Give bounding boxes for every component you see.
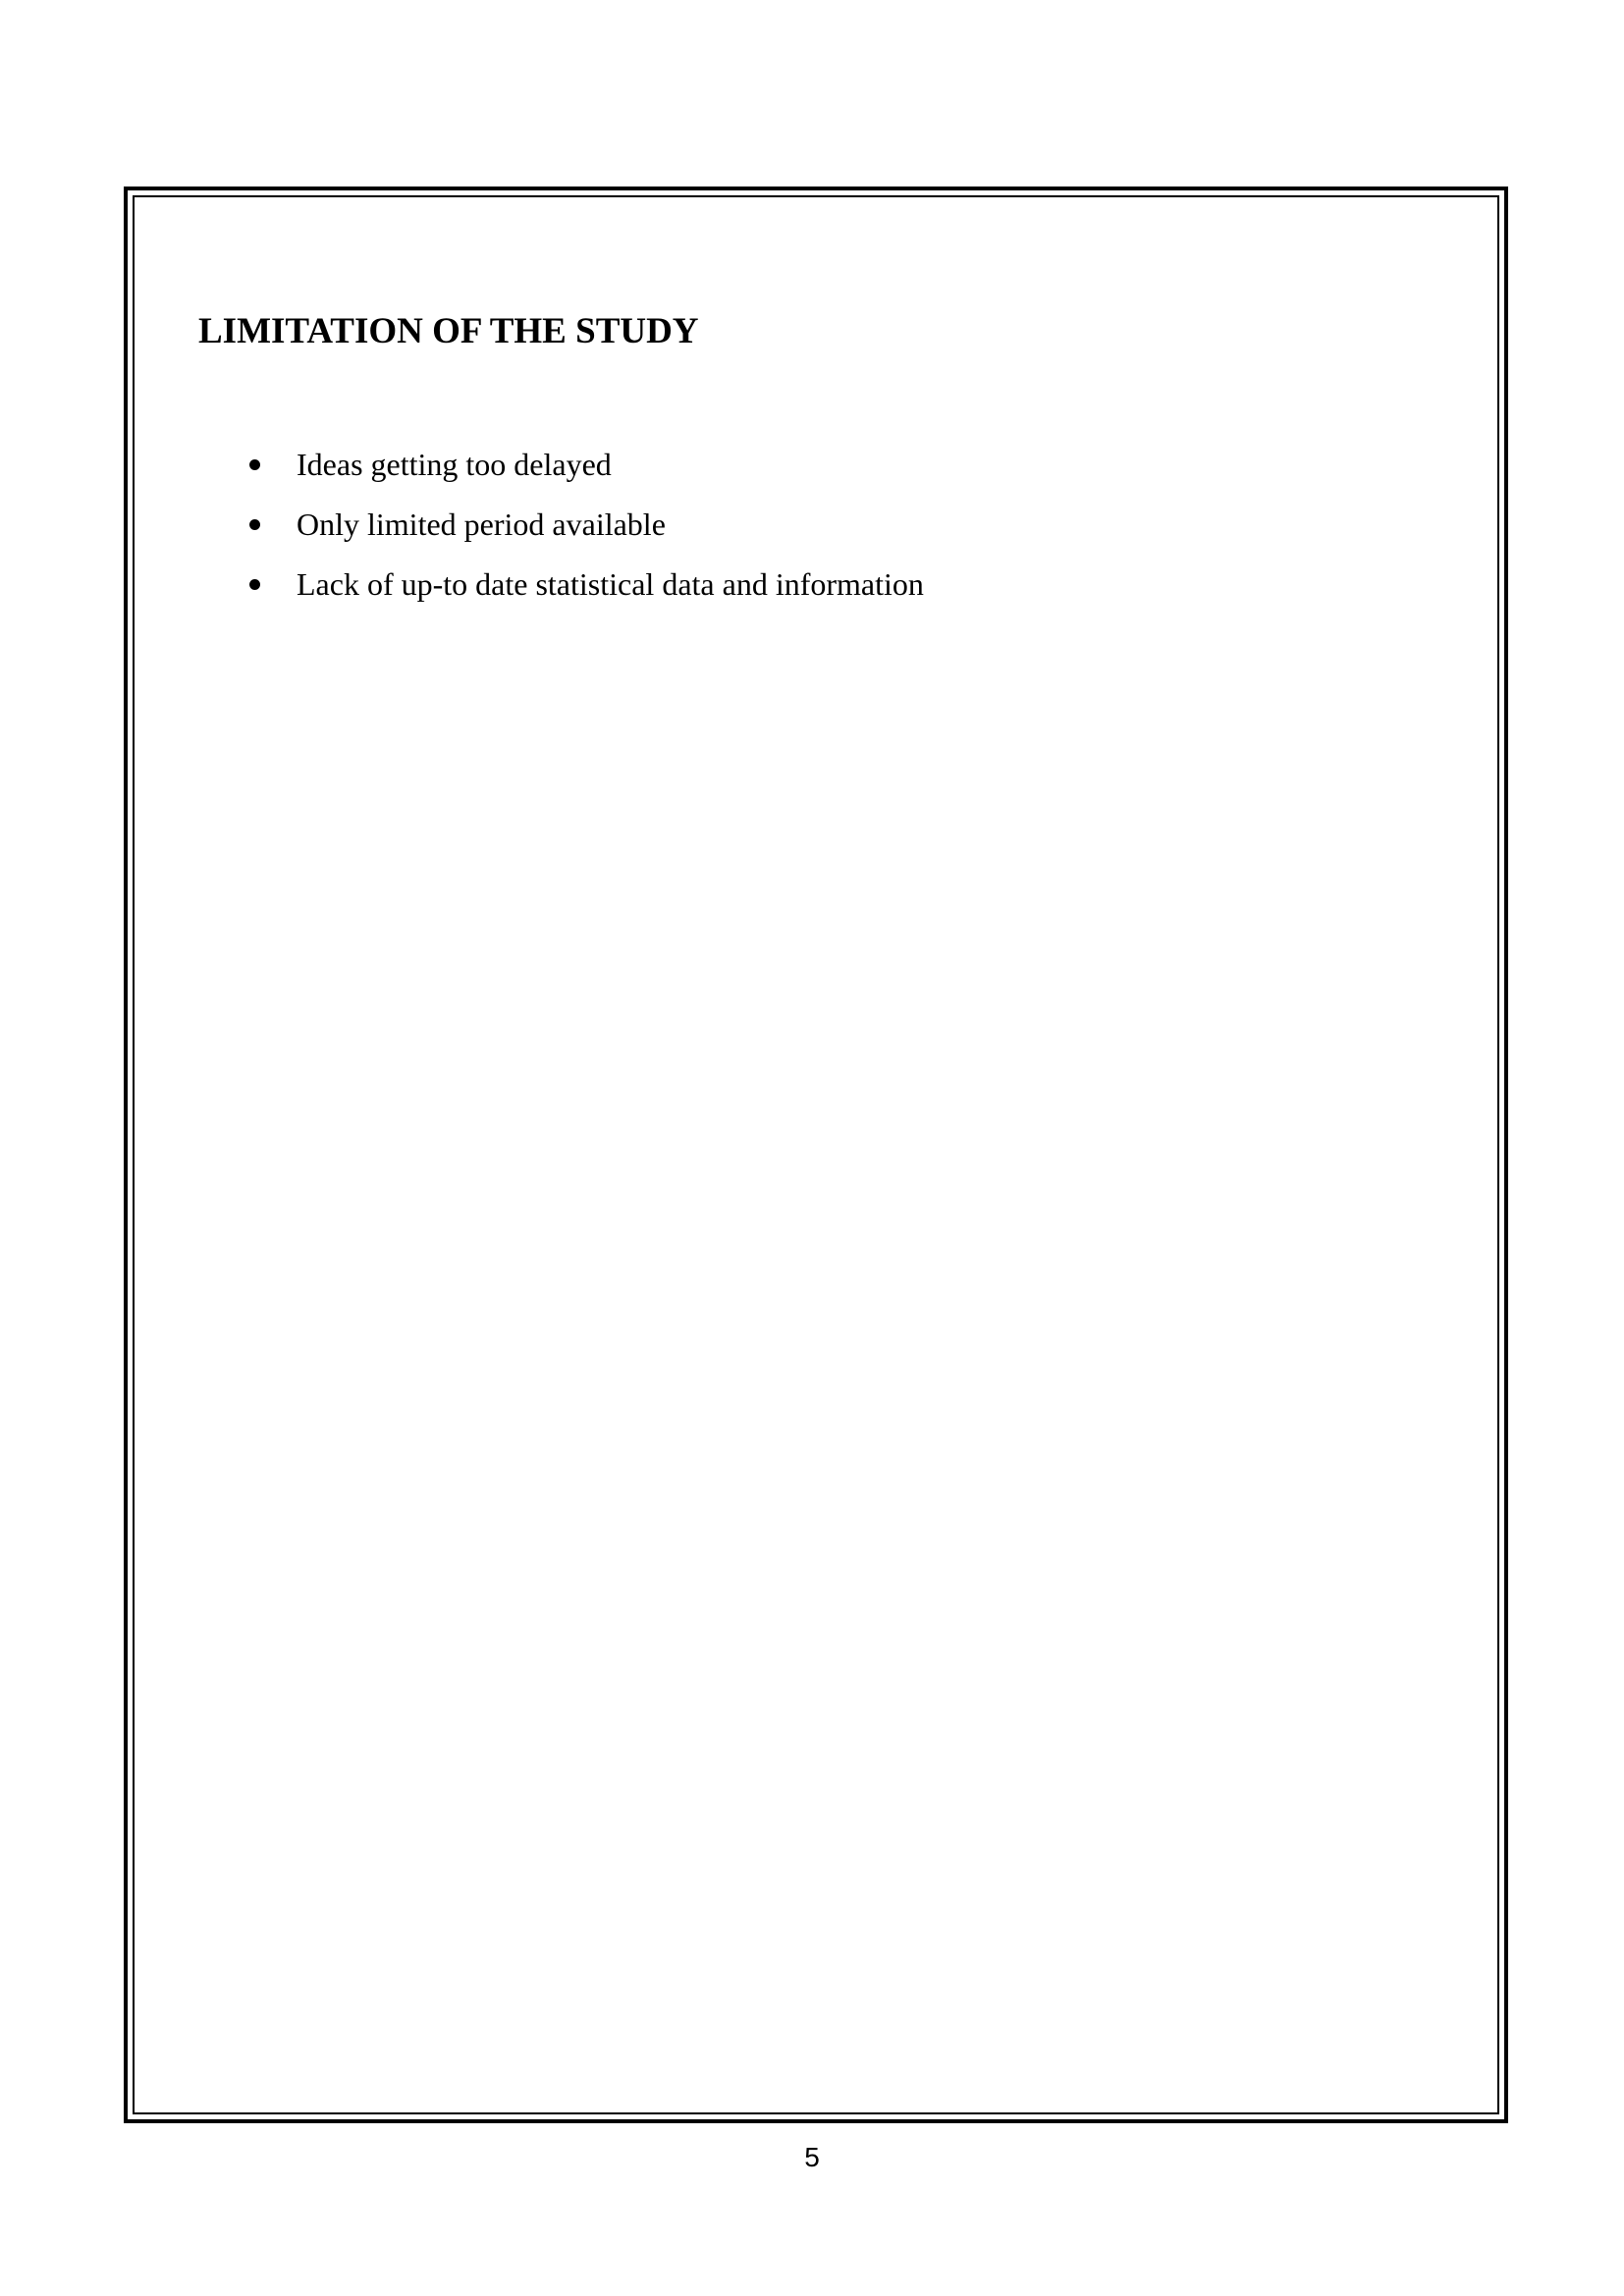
bullet-icon	[249, 579, 260, 590]
bullet-icon	[249, 519, 260, 530]
list-item-text: Only limited period available	[297, 507, 666, 542]
list-item-text: Lack of up-to date statistical data and information	[297, 566, 924, 602]
section-heading: LIMITATION OF THE STUDY	[198, 311, 699, 351]
page-number: 5	[804, 2142, 820, 2172]
list-item-text: Ideas getting too delayed	[297, 447, 612, 482]
bullet-icon	[249, 459, 260, 470]
